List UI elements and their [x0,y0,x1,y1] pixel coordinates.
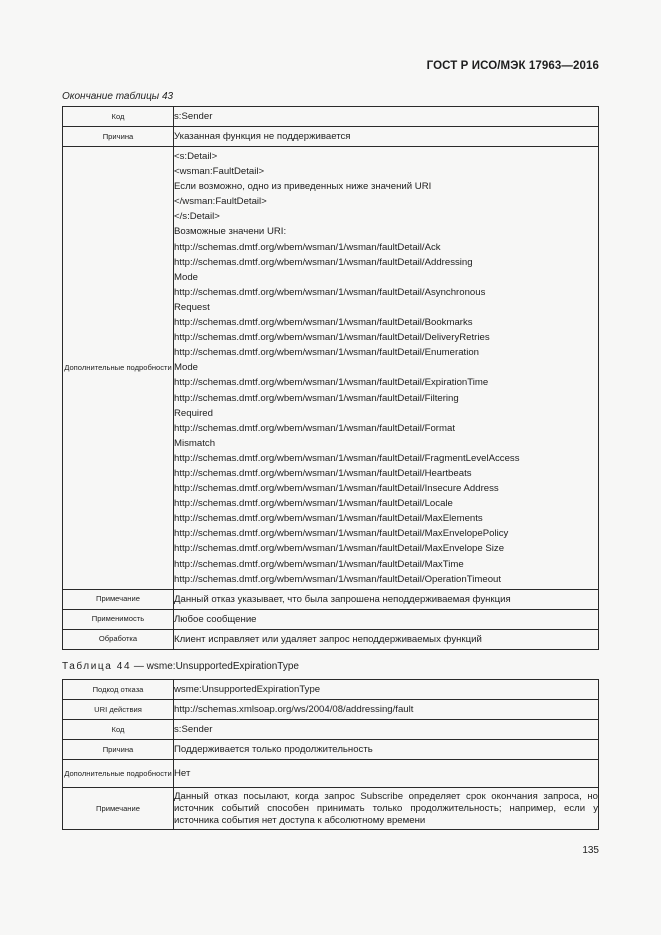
details-line: http://schemas.dmtf.org/wbem/wsman/1/wsman/faultDetail/MaxTime [174,558,464,570]
note-value: Данный отказ указывает, что была запрошена неподдерживаемая функция [174,589,599,609]
details-line: http://schemas.dmtf.org/wbem/wsman/1/wsman/faultDetail/OperationTimeout [174,573,502,585]
code-value: s:Sender [174,107,599,127]
handling-value: Клиент исправляет или удаляет запрос неподдерживаемых функций [174,629,599,649]
details-line: Required [174,407,213,419]
details-label: Дополнительные подробности [63,760,174,788]
table-row [63,629,599,649]
table-44-caption [62,661,299,672]
applicability-value: Любое сообщение [174,609,599,629]
table-row [63,127,599,147]
table-row [63,147,599,590]
reason-label: Причина [63,740,174,760]
details-value [174,147,599,590]
details-label: Дополнительные подробности [63,147,174,590]
details-line: http://schemas.dmtf.org/wbem/wsman/1/wsman/faultDetail/Addressing [174,256,473,268]
table-44-caption-prefix: Таблица 44 [62,661,132,672]
code-value: s:Sender [174,720,599,740]
code-label: Код [63,720,174,740]
details-line: http://schemas.dmtf.org/wbem/wsman/1/wsman/faultDetail/Insecure Address [174,483,499,495]
table-row [63,700,599,720]
details-line: http://schemas.dmtf.org/wbem/wsman/1/wsman/faultDetail/MaxElements [174,513,483,525]
details-line: <s:Detail> [174,151,218,162]
details-line: Mode [174,271,198,283]
document-standard-header: ГОСТ Р ИСО/МЭК 17963—2016 [426,60,599,72]
details-line: <wsman:FaultDetail> [174,166,265,178]
details-line: http://schemas.dmtf.org/wbem/wsman/1/wsman/faultDetail/FragmentLevelAccess [174,452,520,464]
details-value: Нет [174,760,599,788]
details-line: http://schemas.dmtf.org/wbem/wsman/1/wsman/faultDetail/ExpirationTime [174,377,489,389]
details-line: Mismatch [174,437,216,449]
handling-label: Обработка [63,629,174,649]
action-uri-label: URI действия [63,700,174,720]
details-line: http://schemas.dmtf.org/wbem/wsman/1/wsman/faultDetail/MaxEnvelope Size [174,543,505,555]
details-line: http://schemas.dmtf.org/wbem/wsman/1/wsman/faultDetail/DeliveryRetries [174,332,490,344]
details-line: http://schemas.dmtf.org/wbem/wsman/1/wsman/faultDetail/MaxEnvelopePolicy [174,528,509,540]
table-row [63,609,599,629]
table-43 [62,106,599,650]
note-label: Примечание [63,788,174,830]
details-line: http://schemas.dmtf.org/wbem/wsman/1/wsman/faultDetail/Locale [174,498,453,510]
table-44-caption-title: — wsme:UnsupportedExpirationType [131,661,299,672]
reason-value: Указанная функция не поддерживается [174,127,599,147]
details-line: http://schemas.dmtf.org/wbem/wsman/1/wsman/faultDetail/Enumeration [174,347,479,359]
table-43-caption: Окончание таблицы 43 [62,91,174,102]
details-line: http://schemas.dmtf.org/wbem/wsman/1/wsman/faultDetail/Bookmarks [174,317,473,329]
reason-label: Причина [63,127,174,147]
details-line: Mode [174,362,198,374]
table-row [63,107,599,127]
details-line: http://schemas.dmtf.org/wbem/wsman/1/wsman/faultDetail/Filtering [174,392,459,404]
action-uri-value: http://schemas.xmlsoap.org/ws/2004/08/addressing/fault [174,700,599,720]
details-line: </wsman:FaultDetail> [174,196,267,208]
subcode-value: wsme:UnsupportedExpirationType [174,680,599,700]
details-line: Request [174,301,210,313]
table-row [63,589,599,609]
details-line: http://schemas.dmtf.org/wbem/wsman/1/wsman/faultDetail/Heartbeats [174,467,472,479]
table-row [63,740,599,760]
details-line: http://schemas.dmtf.org/wbem/wsman/1/wsman/faultDetail/Ack [174,241,441,253]
table-row [63,720,599,740]
applicability-label: Применимость [63,609,174,629]
details-line: Если возможно, одно из приведенных ниже значений URI [174,181,432,193]
note-label: Примечание [63,589,174,609]
page-number: 135 [582,845,599,856]
table-44 [62,679,599,830]
details-line: Возможные значени URI: [174,226,287,238]
subcode-label: Подкод отказа [63,680,174,700]
details-line: http://schemas.dmtf.org/wbem/wsman/1/wsman/faultDetail/Format [174,422,455,434]
table-row [63,788,599,830]
reason-value: Поддерживается только продолжительность [174,740,599,760]
code-label: Код [63,107,174,127]
details-line: </s:Detail> [174,211,220,223]
note-value: Данный отказ посылают, когда запрос Subscribe определяет срок окончания запроса, но источник событий способен принимать только продолжительность; например, если у источника события нет доступа к абсолютному времени [174,788,599,830]
table-row [63,680,599,700]
details-line: http://schemas.dmtf.org/wbem/wsman/1/wsman/faultDetail/Asynchronous [174,286,486,298]
table-row [63,760,599,788]
